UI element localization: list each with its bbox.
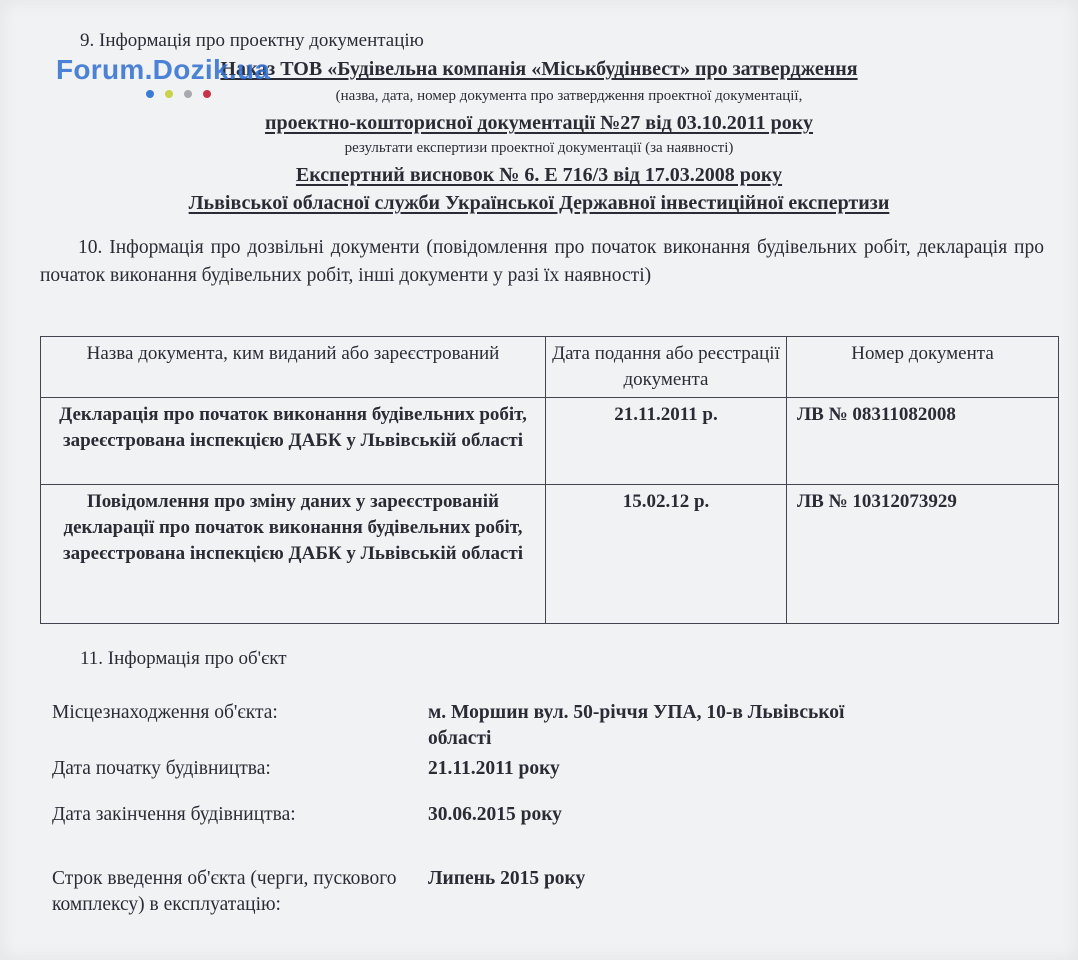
section-9-title: 9. Інформація про проектну документацію (80, 30, 424, 51)
watermark-dot (146, 90, 154, 98)
commissioning-value: Липень 2015 року (428, 868, 586, 889)
design-docs-line: проектно-кошторисної документації №27 від 03.10.2011 року (264, 112, 814, 134)
watermark-dot (165, 90, 173, 98)
approval-caption: (назва, дата, номер документа про затвердження проектної документації, (335, 88, 803, 104)
watermark-dots (146, 90, 211, 98)
row-document-number: ЛВ № 10312073929 (787, 485, 1059, 624)
permits-table (40, 336, 1059, 624)
end-date-value: 30.06.2015 року (428, 804, 562, 825)
row-document-name: Повідомлення про зміну даних у зареєстрованій декларації про початок виконання будівельних робіт, зареєстрована інспекцією ДАБК у Львівській області (41, 485, 546, 624)
start-date-value: 21.11.2011 року (428, 758, 560, 779)
section-10-body: 10. Інформація про дозвільні документи (повідомлення про початок виконання будівельних робіт, декларація про початок виконання будівельних робіт, інші документи у разі їх наявності) (40, 237, 1044, 286)
header-document-name: Назва документа, ким виданий або зареєстрований (41, 337, 546, 398)
row-document-name: Декларація про початок виконання будівельних робіт, зареєстрована інспекцією ДАБК у Львівській області (41, 398, 546, 485)
watermark-dot (184, 90, 192, 98)
expertise-caption: результати експертизи проектної документації (за наявності) (344, 140, 734, 156)
watermark-dot (203, 90, 211, 98)
section-10-text (40, 234, 1044, 290)
start-date-label: Дата початку будівництва: (52, 758, 271, 779)
approval-order-line: Наказ ТОВ «Будівельна компанія «Міськбудінвест» про затвердження (220, 58, 858, 80)
section-11-title: 11. Інформація про об'єкт (80, 648, 287, 669)
expert-conclusion-line: Експертний висновок № 6. Е 716/3 від 17.03.2008 року (295, 164, 783, 186)
location-label: Місцезнаходження об'єкта: (52, 702, 278, 723)
table-row (41, 485, 1059, 624)
location-value: м. Моршин вул. 50-річчя УПА, 10-в Львівської області (428, 702, 845, 749)
expertise-service-line: Львівської обласної служби Української Державної інвестиційної експертизи (188, 192, 890, 214)
header-document-number: Номер документа (787, 337, 1059, 398)
header-submission-date: Дата подання або реєстрації документа (546, 337, 787, 398)
row-submission-date: 15.02.12 р. (546, 485, 787, 624)
row-document-number: ЛВ № 08311082008 (787, 398, 1059, 485)
table-header-row (41, 337, 1059, 398)
commissioning-label: Строк введення об'єкта (черги, пускового комплексу) в експлуатацію: (52, 868, 397, 915)
forum-watermark-logo: Forum.Dozik.ua (56, 54, 271, 85)
table-row (41, 398, 1059, 485)
end-date-label: Дата закінчення будівництва: (52, 804, 296, 825)
row-submission-date: 21.11.2011 р. (546, 398, 787, 485)
